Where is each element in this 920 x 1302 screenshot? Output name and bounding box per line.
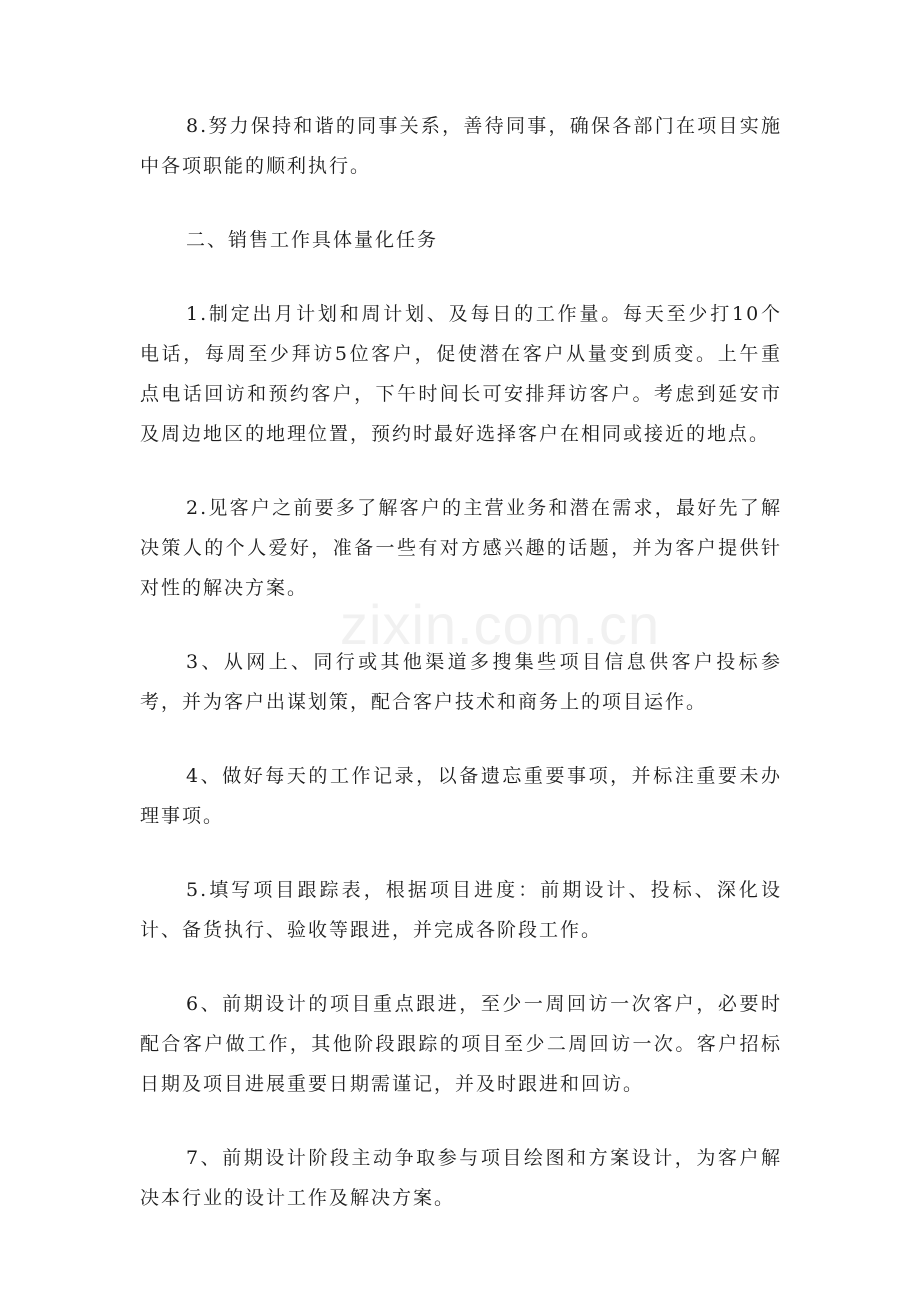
- paragraph-4-work-records: 4、做好每天的工作记录，以备遗忘重要事项，并标注重要未办理事项。: [140, 765, 782, 827]
- paragraph-3-project-info: 3、从网上、同行或其他渠道多搜集些项目信息供客户投标参考，并为客户出谋划策，配合客户技术和商务上的项目运作。: [140, 651, 782, 713]
- paragraph-1-work-plan: 1.制定出月计划和周计划、及每日的工作量。每天至少打10个电话，每周至少拜访5位客户，促使潜在客户从量变到质变。上午重点电话回访和预约客户，下午时间长可安排拜访客户。考虑到延安市及周边地区的地理位置，预约时最好选择客户在相同或接近的地点。: [140, 303, 782, 445]
- paragraph-2-client-research: 2.见客户之前要多了解客户的主营业务和潜在需求，最好先了解决策人的个人爱好，准备一些有对方感兴趣的话题，并为客户提供针对性的解决方案。: [140, 497, 782, 599]
- paragraph-7-design-phase: 7、前期设计阶段主动争取参与项目绘图和方案设计，为客户解决本行业的设计工作及解决方案。: [140, 1147, 782, 1209]
- paragraph-8-colleague-relations: 8.努力保持和谐的同事关系，善待同事，确保各部门在项目实施中各项职能的顺利执行。: [140, 115, 782, 177]
- paragraph-5-tracking-table: 5.填写项目跟踪表，根据项目进度：前期设计、投标、深化设计、备货执行、验收等跟进，并完成各阶段工作。: [140, 879, 782, 941]
- paragraph-6-follow-up: 6、前期设计的项目重点跟进，至少一周回访一次客户，必要时配合客户做工作，其他阶段跟踪的项目至少二周回访一次。客户招标日期及项目进展重要日期需谨记，并及时跟进和回访。: [140, 993, 782, 1095]
- watermark: zixin.com.cn: [340, 593, 661, 656]
- section-heading-sales-tasks: 二、销售工作具体量化任务: [186, 229, 439, 251]
- document-body: [140, 106, 782, 1252]
